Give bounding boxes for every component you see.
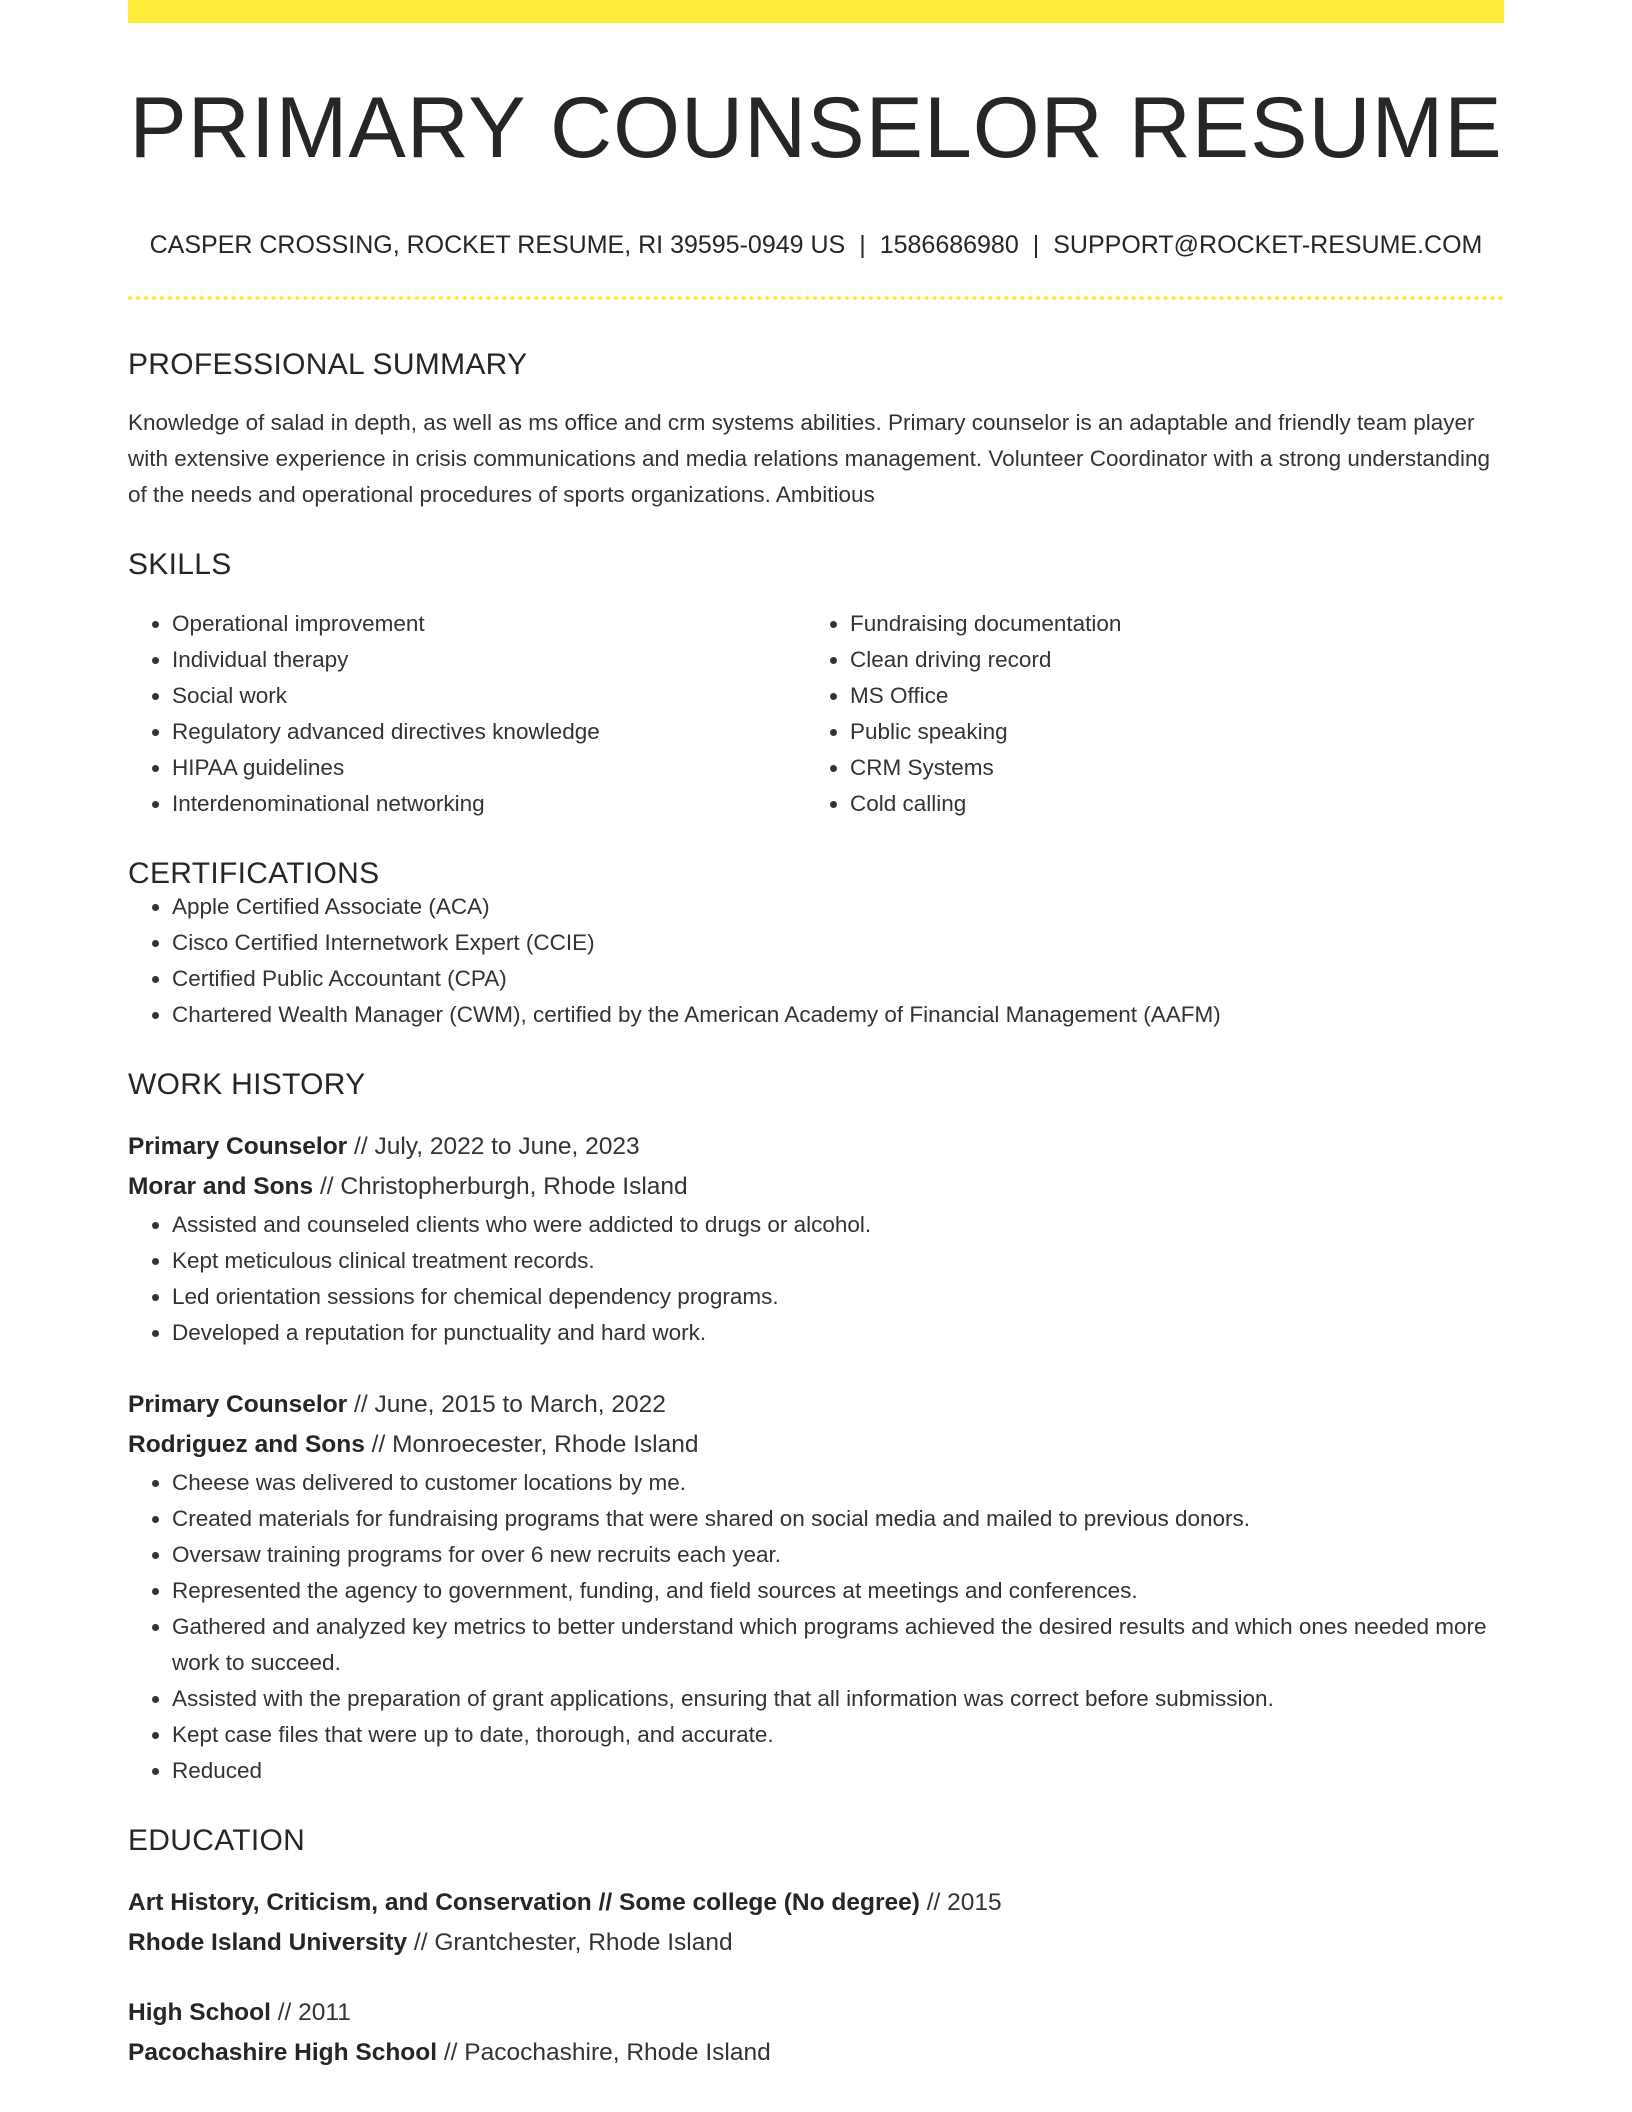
skills-list-right	[806, 606, 1484, 822]
education-school: Rhode Island University	[128, 1929, 408, 1956]
education-degree-line	[128, 1883, 1504, 1923]
skill-item: • HIPAA guidelines	[172, 750, 806, 786]
work-history-heading: WORK HISTORY	[128, 1068, 366, 1101]
job-bullet: • Developed a reputation for punctuality and hard work.	[172, 1315, 1504, 1351]
certifications-list	[128, 889, 1504, 1033]
skill-item: • CRM Systems	[850, 750, 1484, 786]
job-bullet: • Reduced	[172, 1753, 1504, 1789]
job-company-line	[128, 1425, 1504, 1465]
job-location: // Monroecester, Rhode Island	[371, 1431, 699, 1458]
job-entry	[128, 1127, 1504, 1351]
education-degree-line	[128, 1993, 1504, 2033]
job-bullet: • Led orientation sessions for chemical dependency programs.	[172, 1279, 1504, 1315]
summary-heading: PROFESSIONAL SUMMARY	[128, 348, 528, 381]
header-divider	[128, 296, 1504, 300]
education-year: // 2011	[277, 1999, 351, 2026]
skill-item: • Regulatory advanced directives knowledge	[172, 714, 806, 750]
skills-grid	[128, 606, 1504, 822]
job-company-line	[128, 1167, 1504, 1207]
top-accent-bar	[128, 0, 1504, 23]
skill-item: • MS Office	[850, 678, 1484, 714]
contact-separator: |	[859, 231, 866, 259]
education-entry	[128, 1883, 1504, 1963]
resume-title: PRIMARY COUNSELOR RESUME	[129, 80, 1503, 176]
contact-email: SUPPORT@ROCKET-RESUME.COM	[1053, 231, 1483, 259]
job-bullet: • Represented the agency to government, funding, and field sources at meetings and conferences.	[172, 1573, 1504, 1609]
education-location: // Pacochashire, Rhode Island	[443, 2039, 771, 2066]
certification-item: • Certified Public Accountant (CPA)	[172, 961, 1504, 997]
job-bullet: • Created materials for fundraising programs that were shared on social media and mailed to previous donors.	[172, 1501, 1504, 1537]
certification-item: • Apple Certified Associate (ACA)	[172, 889, 1504, 925]
resume-page	[128, 0, 1504, 2073]
job-bullet: • Assisted and counseled clients who were addicted to drugs or alcohol.	[172, 1207, 1504, 1243]
job-title-line	[128, 1385, 1504, 1425]
education-location: // Grantchester, Rhode Island	[413, 1929, 733, 1956]
education-heading: EDUCATION	[128, 1824, 306, 1857]
skills-heading: SKILLS	[128, 548, 232, 581]
skills-list-left	[128, 606, 806, 822]
skill-item: • Social work	[172, 678, 806, 714]
job-bullet-list	[128, 1207, 1504, 1351]
job-bullet: • Assisted with the preparation of grant applications, ensuring that all information was correct before submission.	[172, 1681, 1504, 1717]
certifications-heading: CERTIFICATIONS	[128, 857, 380, 890]
certification-item: • Cisco Certified Internetwork Expert (CCIE)	[172, 925, 1504, 961]
education-year: // 2015	[926, 1889, 1002, 1916]
skill-item: • Individual therapy	[172, 642, 806, 678]
education-entry	[128, 1993, 1504, 2073]
contact-separator: |	[1032, 231, 1040, 259]
education-school-line	[128, 1923, 1504, 1963]
job-bullet: • Oversaw training programs for over 6 new recruits each year.	[172, 1537, 1504, 1573]
skill-item: • Cold calling	[850, 786, 1484, 822]
job-bullet: • Cheese was delivered to customer locations by me.	[172, 1465, 1504, 1501]
job-company: Morar and Sons	[128, 1173, 314, 1200]
skill-item: • Clean driving record	[850, 642, 1484, 678]
job-role: Primary Counselor	[128, 1133, 348, 1160]
job-location: // Christopherburgh, Rhode Island	[319, 1173, 688, 1200]
education-degree: Art History, Criticism, and Conservation // Some college (No degree)	[128, 1889, 920, 1916]
skill-item: • Public speaking	[850, 714, 1484, 750]
contact-line	[128, 233, 1504, 258]
certification-item: • Chartered Wealth Manager (CWM), certified by the American Academy of Financial Management (AAFM)	[172, 997, 1504, 1033]
job-bullet: • Gathered and analyzed key metrics to better understand which programs achieved the desired results and which ones needed more work to succeed.	[172, 1609, 1504, 1681]
job-entry	[128, 1385, 1504, 1789]
contact-phone: 1586686980	[879, 231, 1019, 259]
job-bullet: • Kept meticulous clinical treatment records.	[172, 1243, 1504, 1279]
job-company: Rodriguez and Sons	[128, 1431, 365, 1458]
skill-item: • Operational improvement	[172, 606, 806, 642]
job-bullet-list	[128, 1465, 1504, 1789]
education-degree: High School	[128, 1999, 271, 2026]
job-bullet: • Kept case files that were up to date, thorough, and accurate.	[172, 1717, 1504, 1753]
skill-item: • Fundraising documentation	[850, 606, 1484, 642]
summary-text: Knowledge of salad in depth, as well as ms office and crm systems abilities. Primary counselor is an adaptable and friendly team player with extensive experience in crisis communications and media relations management. Volunteer Coordinator with a strong understanding of the needs and operational procedures of sports organizations. Ambitious	[128, 410, 1490, 507]
contact-address: CASPER CROSSING, ROCKET RESUME, RI 39595-0949 US	[149, 231, 846, 259]
job-dates: // June, 2015 to March, 2022	[354, 1391, 666, 1418]
job-title-line	[128, 1127, 1504, 1167]
education-school: Pacochashire High School	[128, 2039, 438, 2066]
job-dates: // July, 2022 to June, 2023	[354, 1133, 640, 1160]
job-role: Primary Counselor	[128, 1391, 348, 1418]
education-school-line	[128, 2033, 1504, 2073]
skill-item: • Interdenominational networking	[172, 786, 806, 822]
